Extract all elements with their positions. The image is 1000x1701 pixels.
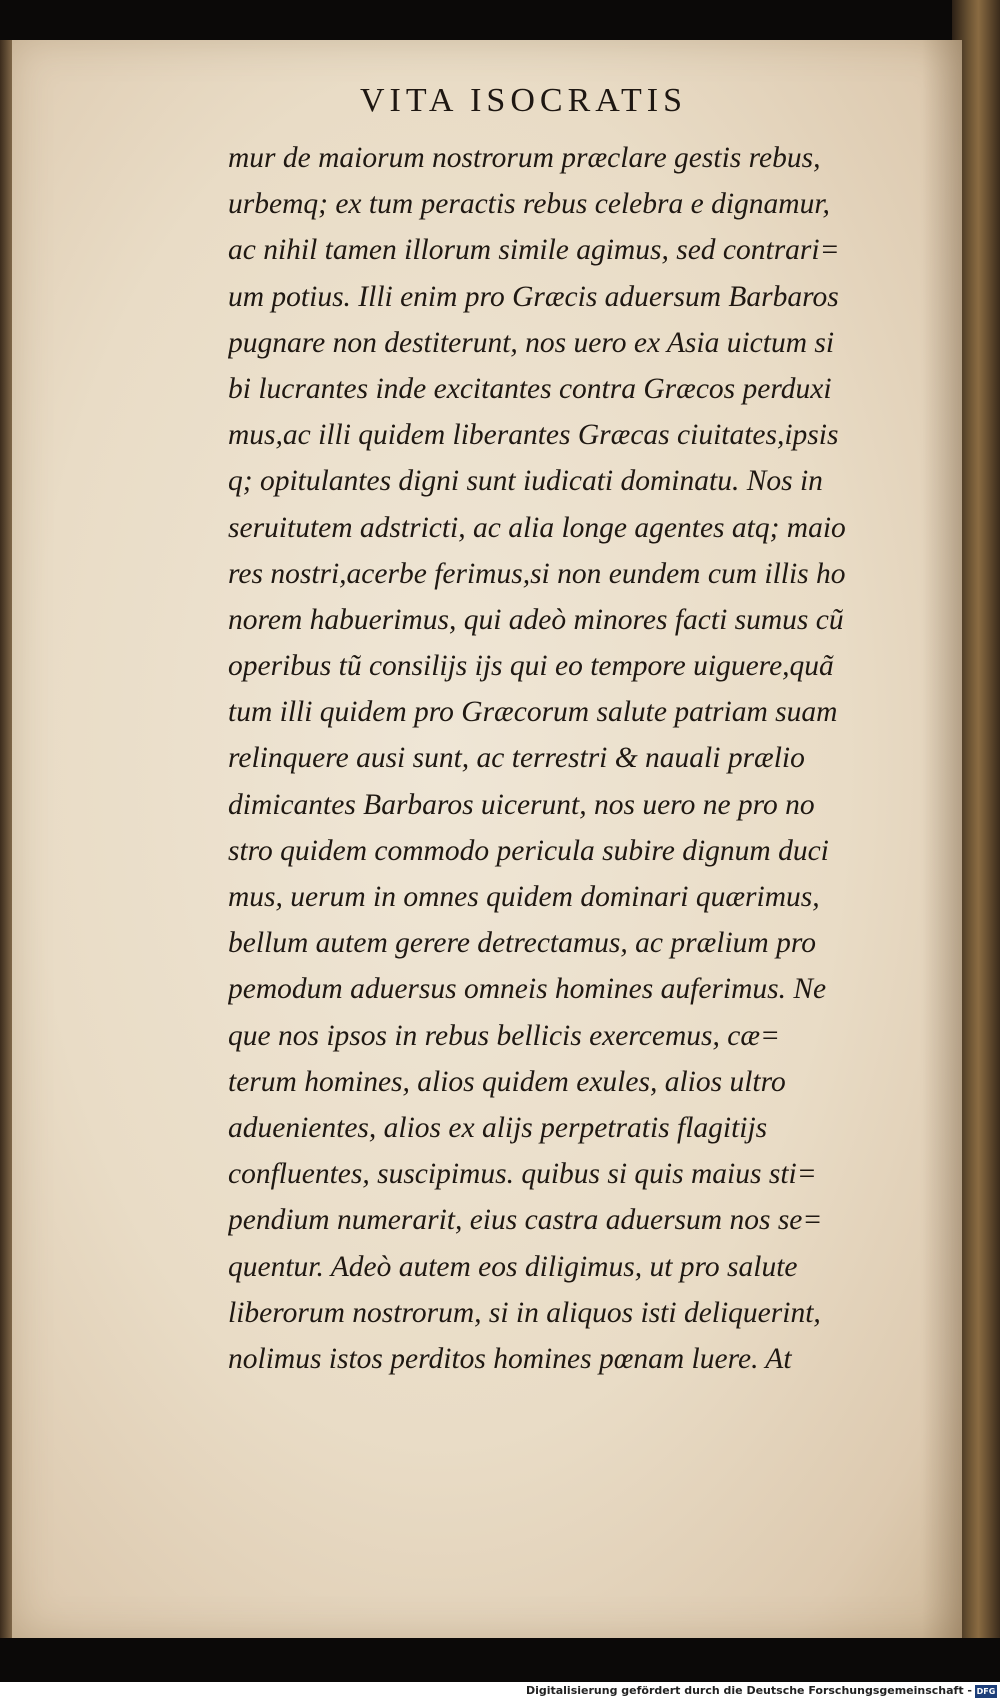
running-head: VITA ISOCRATIS (360, 82, 688, 119)
text-line: bi lucrantes inde excitantes contra Græcos perduxi (228, 372, 832, 405)
text-line: que nos ipsos in rebus bellicis exercemus, cæ= (228, 1019, 780, 1052)
scan-bottom-border (0, 1638, 1000, 1682)
text-line: pugnare non destiterunt, nos uero ex Asia uictum si (228, 326, 835, 359)
text-line: terum homines, alios quidem exules, alios ultro (228, 1065, 786, 1098)
text-line: mus, uerum in omnes quidem dominari quærimus, (228, 881, 820, 913)
text-line: tum illi quidem pro Græcorum salute patriam suam (228, 696, 838, 729)
text-line: mus,ac illi quidem liberantes Græcas ciuitates,ipsis (228, 419, 839, 452)
text-line: pemodum aduersus omneis homines auferimus. Ne (228, 973, 827, 1006)
page-gutter-shadow (922, 40, 962, 1638)
text-line: bellum autem gerere detrectamus, ac prælium pro (228, 927, 816, 960)
text-line: aduenientes, alios ex alijs perpetratis flagitijs (228, 1111, 768, 1144)
text-line: res nostri,acerbe ferimus,si non eundem cum illis ho (228, 557, 846, 590)
text-line: norem habuerimus, qui adeò minores facti sumus cũ (228, 603, 844, 636)
dfg-logo: DFG (976, 1687, 996, 1696)
text-line: relinquere ausi sunt, ac terrestri & nauali prælio (228, 742, 805, 775)
text-line: urbemq; ex tum peractis rebus celebra e dignamur, (228, 188, 830, 221)
text-line: seruitutem adstricti, ac alia longe agentes atq; maio (228, 511, 846, 544)
scan-top-border (0, 0, 1000, 44)
funding-notice: Digitalisierung gefördert durch die Deutsche Forschungsgemeinschaft - (525, 1684, 972, 1697)
text-line: nolimus istos perditos homines pœnam luere. At (228, 1342, 792, 1375)
text-line: um potius. Illi enim pro Græcis aduersum Barbaros (228, 280, 839, 313)
body-text (228, 135, 918, 1382)
text-line: dimicantes Barbaros uicerunt, nos uero ne pro no (228, 788, 815, 821)
digitization-footer (0, 1682, 1000, 1701)
text-line: confluentes, suscipimus. quibus si quis maius sti= (228, 1158, 817, 1191)
text-line: liberorum nostrorum, si in aliquos isti deliquerint, (228, 1296, 821, 1329)
text-line: q; opitulantes digni sunt iudicati dominatu. Nos in (228, 465, 823, 498)
text-line: ac nihil tamen illorum simile agimus, sed contrari= (228, 234, 840, 267)
text-line: stro quidem commodo pericula subire dignum duci (228, 834, 829, 867)
text-line: quentur. Adeò autem eos diligimus, ut pro salute (228, 1250, 798, 1283)
text-line: pendium numerarit, eius castra aduersum nos se= (228, 1204, 823, 1237)
text-line: operibus tũ consilijs ijs qui eo tempore uiguere,quã (228, 650, 834, 683)
text-line: mur de maiorum nostrorum præclare gestis rebus, (228, 142, 821, 174)
